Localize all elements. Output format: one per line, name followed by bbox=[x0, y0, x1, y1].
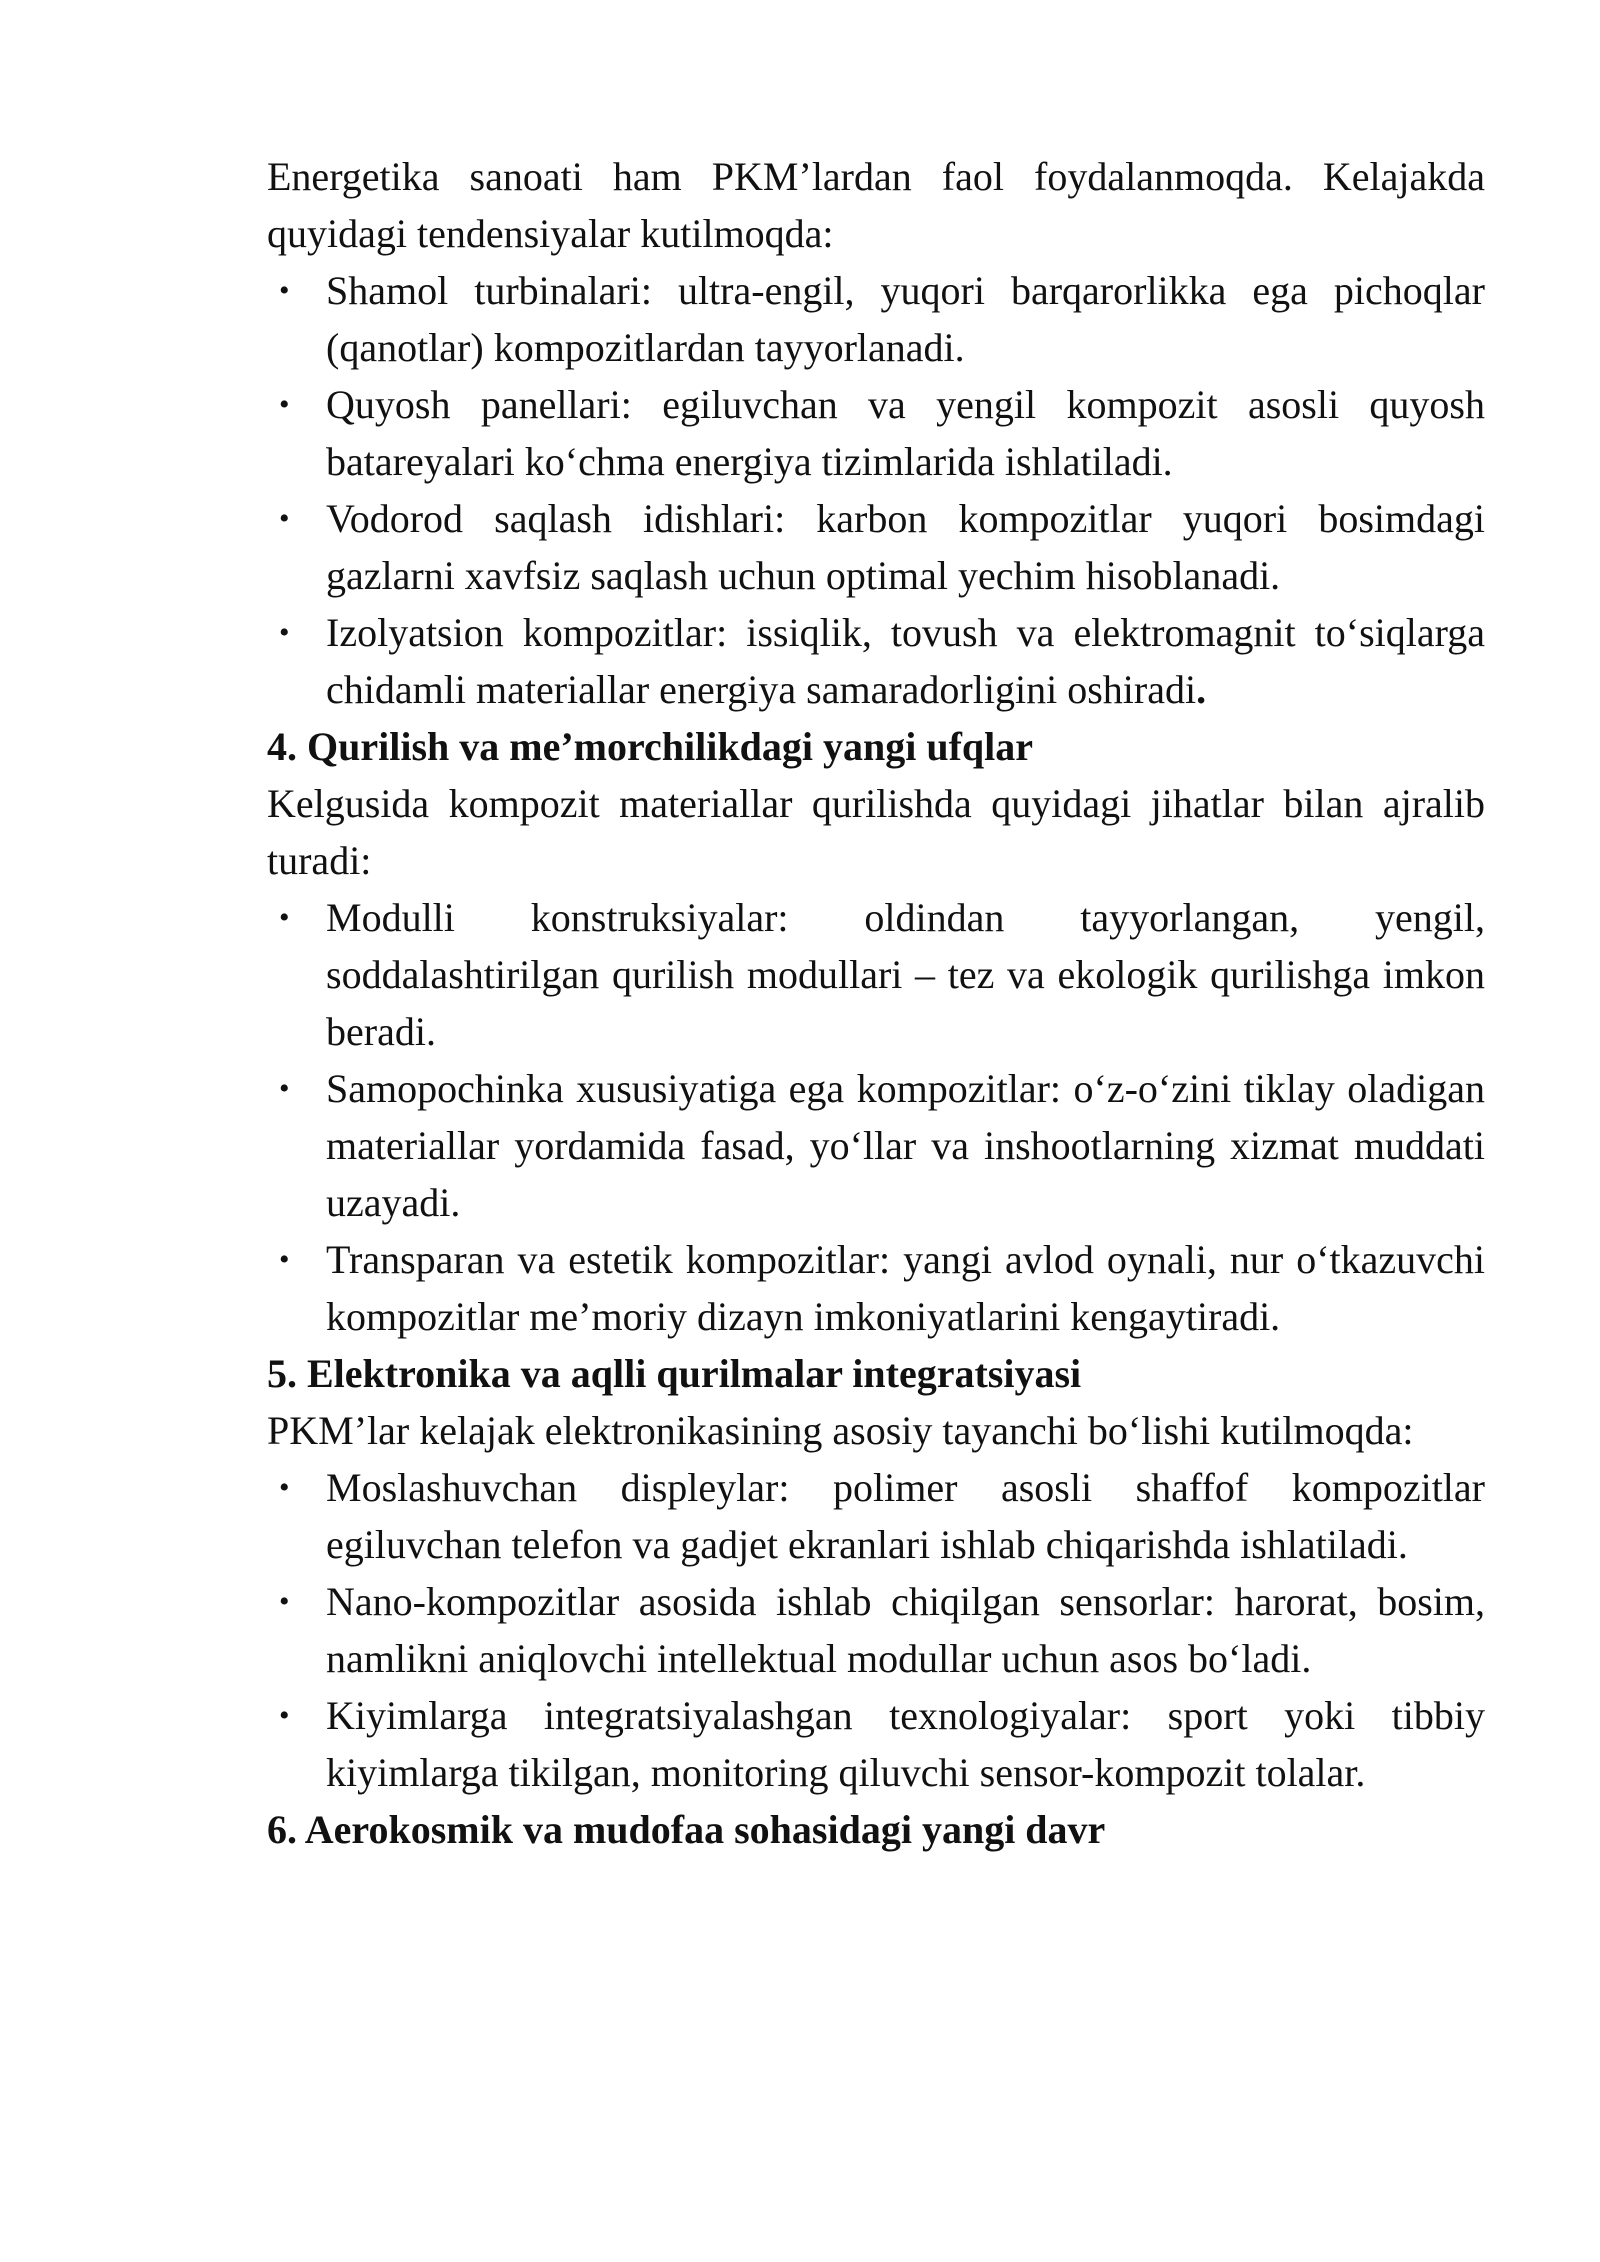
list-item bbox=[267, 262, 1485, 376]
energy-trends-list bbox=[267, 262, 1485, 718]
list-item-text: Moslashuvchan displeylar: polimer asosli shaffof kompozitlar egiluvchan telefon va gadjet ekranlari ishlab chiqarishda ishlatiladi. bbox=[326, 1465, 1485, 1567]
list-item bbox=[267, 1687, 1485, 1801]
list-item-text: Kiyimlarga integratsiyalashgan texnologiyalar: sport yoki tibbiy kiyimlarga tikilgan, monitoring qiluvchi sensor-kompozit tolalar. bbox=[326, 1693, 1485, 1795]
energy-intro-paragraph: Energetika sanoati ham PKM’lardan faol foydalanmoqda. Kelajakda quyidagi tendensiyalar kutilmoqda: bbox=[267, 154, 1485, 256]
section-5-heading: 5. Elektronika va aqlli qurilmalar integratsiyasi bbox=[267, 1351, 1082, 1396]
list-item bbox=[267, 490, 1485, 604]
bullet-icon: • bbox=[279, 274, 290, 307]
list-item-text: Modulli konstruksiyalar: oldindan tayyorlangan, yengil, soddalashtirilgan qurilish modullari – tez va ekologik qurilishga imkon beradi. bbox=[326, 895, 1485, 1054]
construction-list bbox=[267, 889, 1485, 1345]
list-item-end-mark: . bbox=[1196, 667, 1207, 712]
list-item bbox=[267, 376, 1485, 490]
bullet-icon: • bbox=[279, 502, 290, 535]
list-item-text: Nano-kompozitlar asosida ishlab chiqilgan sensorlar: harorat, bosim, namlikni aniqlovchi intellektual modullar uchun asos bo‘ladi. bbox=[326, 1579, 1485, 1681]
section-4-intro: Kelgusida kompozit materiallar qurilishda quyidagi jihatlar bilan ajralib turadi: bbox=[267, 781, 1485, 883]
list-item-text: Transparan va estetik kompozitlar: yangi avlod oynali, nur o‘tkazuvchi kompozitlar me’moriy dizayn imkoniyatlarini kengaytiradi. bbox=[326, 1237, 1485, 1339]
list-item-text: Samopochinka xususiyatiga ega kompozitlar: o‘z-o‘zini tiklay oladigan materiallar yordamida fasad, yo‘llar va inshootlarning xizmat muddati uzayadi. bbox=[326, 1066, 1485, 1225]
electronics-list bbox=[267, 1459, 1485, 1801]
bullet-icon: • bbox=[279, 1471, 290, 1504]
list-item bbox=[267, 1573, 1485, 1687]
list-item-text: Vodorod saqlash idishlari: karbon kompozitlar yuqori bosimdagi gazlarni xavfsiz saqlash uchun optimal yechim hisoblanadi. bbox=[326, 496, 1485, 598]
bullet-icon: • bbox=[279, 1585, 290, 1618]
bullet-icon: • bbox=[279, 1699, 290, 1732]
bullet-icon: • bbox=[279, 1072, 290, 1105]
bullet-icon: • bbox=[279, 616, 290, 649]
list-item bbox=[267, 889, 1485, 1060]
document-page bbox=[267, 148, 1485, 1858]
bullet-icon: • bbox=[279, 1243, 290, 1276]
bullet-icon: • bbox=[279, 901, 290, 934]
list-item bbox=[267, 604, 1485, 718]
bullet-icon: • bbox=[279, 388, 290, 421]
list-item-text: Shamol turbinalari: ultra-engil, yuqori barqarorlikka ega pichoqlar (qanotlar) kompozitlardan tayyorlanadi. bbox=[326, 268, 1485, 370]
list-item-text: Izolyatsion kompozitlar: issiqlik, tovush va elektromagnit to‘siqlarga chidamli materiallar energiya samaradorligini oshiradi bbox=[326, 610, 1485, 712]
section-6-heading: 6. Aerokosmik va mudofaa sohasidagi yangi davr bbox=[267, 1807, 1106, 1852]
list-item-text: Quyosh panellari: egiluvchan va yengil kompozit asosli quyosh batareyalari ko‘chma energiya tizimlarida ishlatiladi. bbox=[326, 382, 1485, 484]
section-5-intro: PKM’lar kelajak elektronikasining asosiy tayanchi bo‘lishi kutilmoqda: bbox=[267, 1408, 1414, 1453]
list-item bbox=[267, 1231, 1485, 1345]
section-4-heading: 4. Qurilish va me’morchilikdagi yangi ufqlar bbox=[267, 724, 1033, 769]
list-item bbox=[267, 1459, 1485, 1573]
list-item bbox=[267, 1060, 1485, 1231]
